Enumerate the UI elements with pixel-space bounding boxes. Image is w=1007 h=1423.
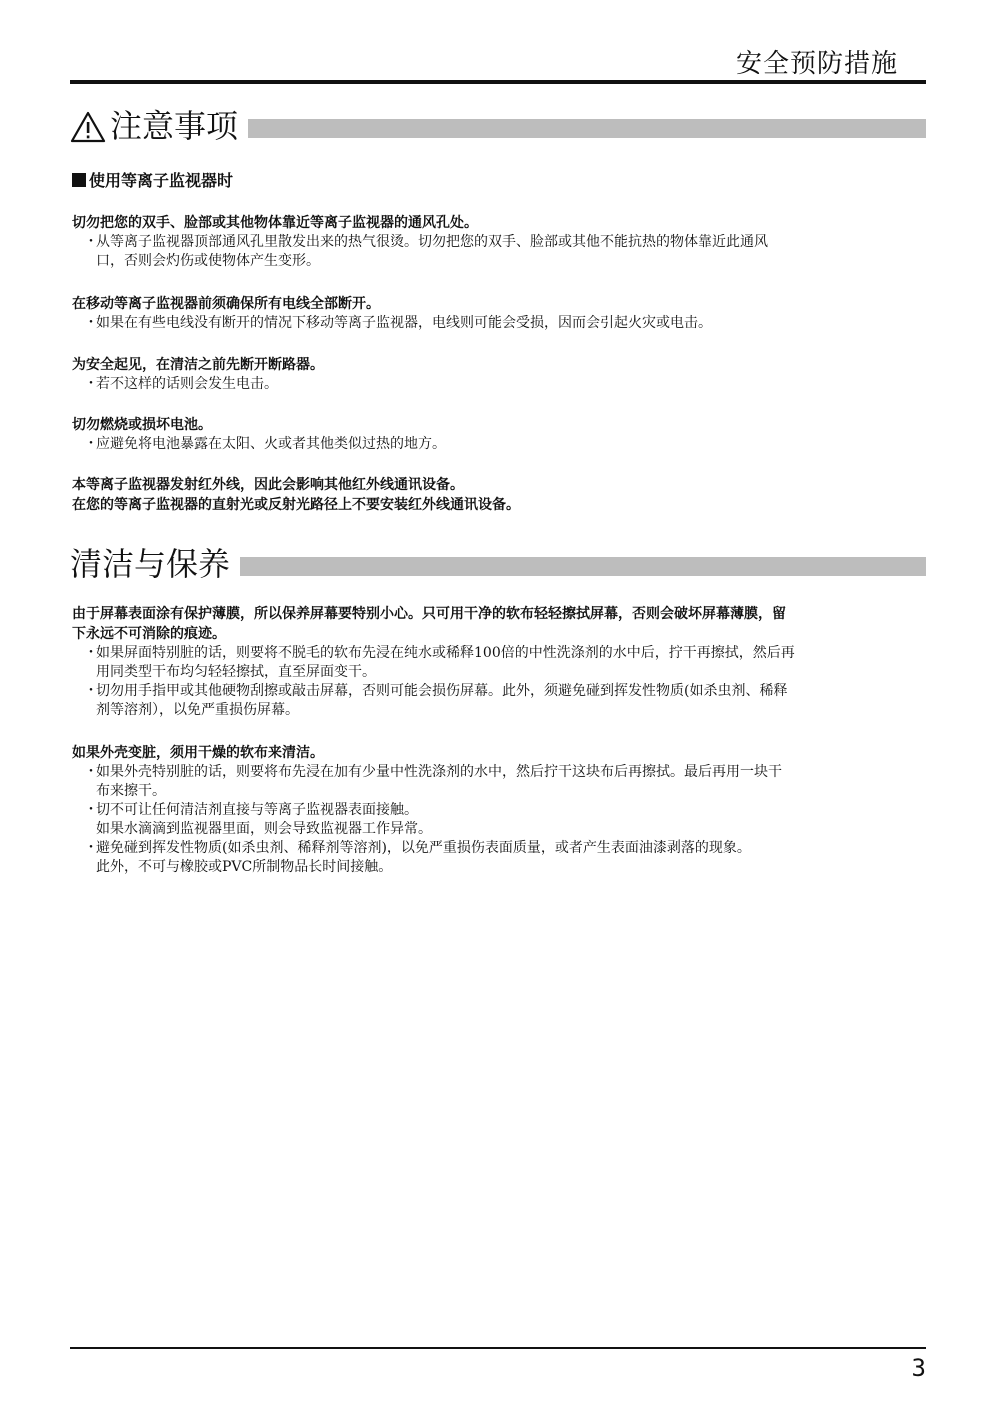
footer-rule bbox=[70, 1347, 926, 1349]
group-lead: 下永远不可消除的痕迹。 bbox=[72, 626, 226, 642]
group-lead: 如果外壳变脏，须用干燥的软布来清洁。 bbox=[72, 745, 324, 761]
group-lead: 为安全起见，在清洁之前先断开断路器。 bbox=[72, 357, 324, 373]
warning-triangle-icon bbox=[70, 110, 106, 144]
group-lead: 切勿燃烧或损坏电池。 bbox=[72, 417, 212, 433]
section-bar bbox=[240, 557, 926, 576]
caution-group bbox=[72, 475, 927, 515]
list-item: ・避免碰到挥发性物质(如杀虫剂、稀释剂等溶剂)，以免严重损伤表面质量，或者产生表面油漆剥落的现象。 bbox=[84, 840, 751, 856]
list-item: ・如果屏面特别脏的话，则要将不脱毛的软布先浸在纯水或稀释100倍的中性洗涤剂的水中后，拧干再擦拭，然后再 bbox=[84, 645, 795, 661]
page-header bbox=[70, 38, 926, 84]
list-item: ・从等离子监视器顶部通风孔里散发出来的热气很烫。切勿把您的双手、脸部或其他不能抗热的物体靠近此通风 bbox=[84, 234, 768, 250]
group-lead: 由于屏幕表面涂有保护薄膜，所以保养屏幕要特别小心。只可用干净的软布轻轻擦拭屏幕，否则会破坏屏幕薄膜，留 bbox=[72, 606, 786, 622]
caution-group bbox=[72, 355, 927, 394]
list-item: ・切勿用手指甲或其他硬物刮擦或敲击屏幕，否则可能会损伤屏幕。此外，须避免碰到挥发性物质(如杀虫剂、稀释 bbox=[84, 683, 788, 699]
group-lead: 在移动等离子监视器前须确保所有电线全部断开。 bbox=[72, 296, 380, 312]
list-item-continuation: 口，否则会灼伤或使物体产生变形。 bbox=[96, 253, 320, 269]
cleaning-group bbox=[72, 604, 927, 720]
list-item: ・若不这样的话则会发生电击。 bbox=[84, 376, 278, 392]
list-item: ・如果外壳特别脏的话，则要将布先浸在加有少量中性洗涤剂的水中，然后拧干这块布后再擦拭。最后再用一块干 bbox=[84, 764, 782, 780]
caution-group bbox=[72, 294, 927, 333]
list-item-continuation: 如果水滴滴到监视器里面，则会导致监视器工作异常。 bbox=[96, 821, 432, 837]
group-lead: 在您的等离子监视器的直射光或反射光路径上不要安装红外线通讯设备。 bbox=[72, 497, 520, 513]
section-bar bbox=[248, 119, 926, 138]
caution-heading bbox=[70, 106, 926, 146]
page-number: 3 bbox=[911, 1354, 926, 1382]
caution-subheading: 使用等离子监视器时 bbox=[72, 168, 233, 191]
list-item-continuation: 用同类型干布均匀轻轻擦拭，直至屏面变干。 bbox=[96, 664, 376, 680]
caution-group bbox=[72, 213, 927, 271]
cleaning-group bbox=[72, 743, 927, 877]
list-item-continuation: 此外，不可与橡胶或PVC所制物品长时间接触。 bbox=[96, 859, 393, 875]
list-item: ・切不可让任何清洁剂直接与等离子监视器表面接触。 bbox=[84, 802, 418, 818]
cleaning-title: 清洁与保养 bbox=[70, 545, 231, 583]
header-title: 安全预防措施 bbox=[735, 49, 898, 79]
group-lead: 切勿把您的双手、脸部或其他物体靠近等离子监视器的通风孔处。 bbox=[72, 215, 478, 231]
list-item-continuation: 剂等溶剂），以免严重损伤屏幕。 bbox=[96, 702, 299, 718]
caution-title: 注意事项 bbox=[110, 107, 239, 145]
group-lead: 本等离子监视器发射红外线，因此会影响其他红外线通讯设备。 bbox=[72, 477, 464, 493]
caution-group bbox=[72, 415, 927, 454]
list-item-continuation: 布来擦干。 bbox=[96, 783, 166, 799]
cleaning-heading bbox=[70, 544, 926, 584]
list-item: ・应避免将电池暴露在太阳、火或者其他类似过热的地方。 bbox=[84, 436, 446, 452]
list-item: ・如果在有些电线没有断开的情况下移动等离子监视器，电线则可能会受损，因而会引起火灾或电击。 bbox=[84, 315, 712, 331]
